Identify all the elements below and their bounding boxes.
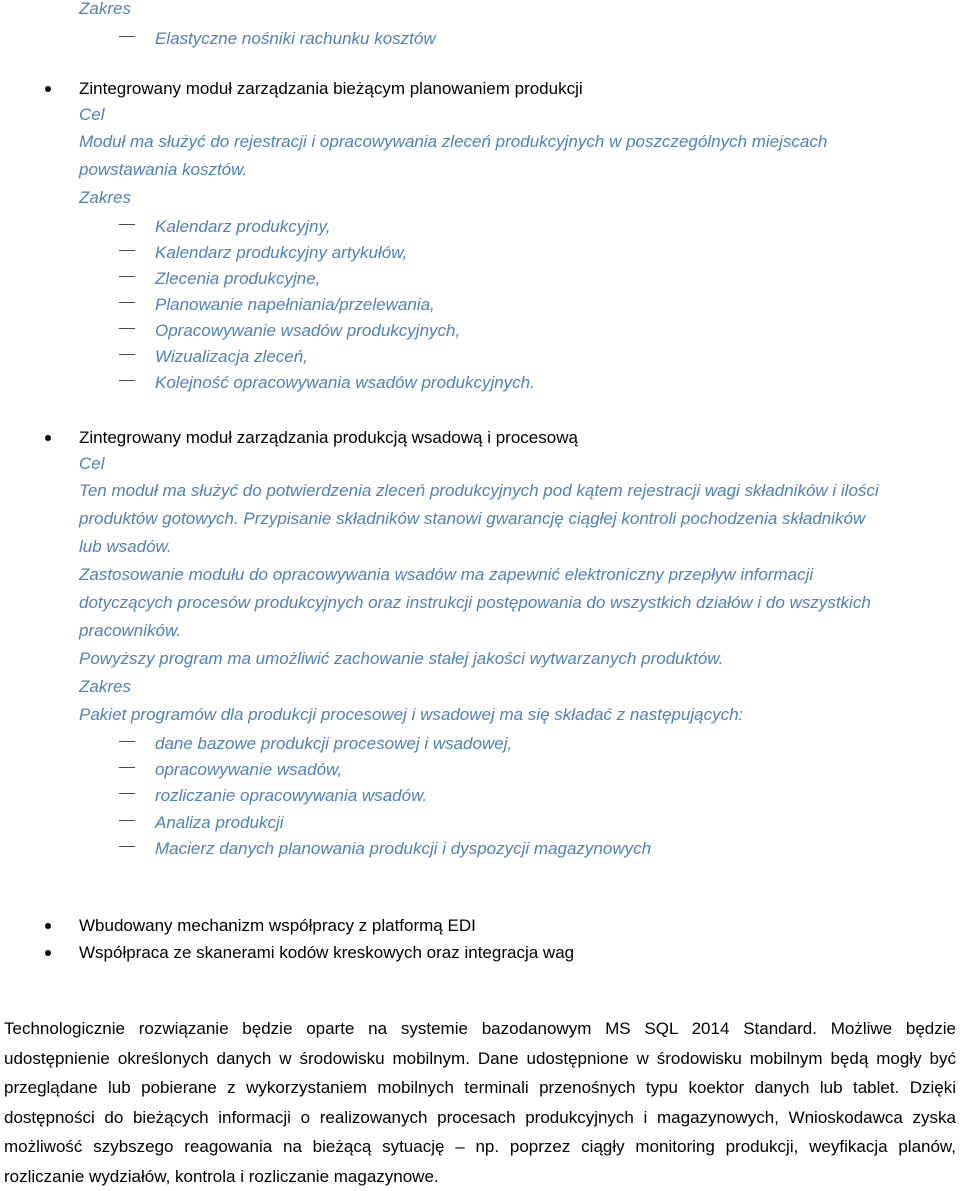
cel-text-line: Ten moduł ma służyć do potwierdzenia zleceń produkcyjnych pod kątem rejestracji wagi składników i ilości [79,481,879,500]
dash-marker [119,846,135,847]
dash-marker [119,354,135,355]
dash-marker [119,250,135,251]
scope-item: Zlecenia produkcyjne, [155,269,321,288]
bullet-marker [45,923,51,929]
bullet-marker [45,950,51,956]
module-title: Zintegrowany moduł zarządzania produkcją wsadową i procesową [79,428,578,447]
scope-item: Kalendarz produkcyjny artykułów, [155,243,408,262]
scope-item: opracowywanie wsadów, [155,760,343,779]
dash-marker [119,36,135,37]
module-title: Zintegrowany moduł zarządzania bieżącym planowaniem produkcji [79,79,583,98]
cel-heading: Cel [79,454,105,473]
scope-item: Wizualizacja zleceń, [155,347,308,366]
dash-marker [119,767,135,768]
cel-text-line: Moduł ma służyć do rejestracji i opracowywania zleceń produkcyjnych w poszczególnych miejscach [79,132,828,151]
dash-marker [119,820,135,821]
dash-marker [119,380,135,381]
bullet-marker [45,86,51,92]
cel-text-line: Powyższy program ma umożliwić zachowanie stałej jakości wytwarzanych produktów. [79,649,724,668]
scope-item: Analiza produkcji [155,813,284,832]
scope-item: Macierz danych planowania produkcji i dyspozycji magazynowych [155,839,652,858]
bullet-item: Współpraca ze skanerami kodów kreskowych oraz integracja wag [79,943,575,962]
cel-text-line: lub wsadów. [79,537,172,556]
scope-item: Kolejność opracowywania wsadów produkcyjnych. [155,373,535,392]
dash-marker [119,793,135,794]
zakres-heading: Zakres [79,188,131,207]
scope-item: Kalendarz produkcyjny, [155,217,331,236]
zakres-heading: Zakres [79,0,131,18]
dash-marker [119,741,135,742]
zakres-heading: Zakres [79,677,131,696]
bullet-item: Wbudowany mechanizm współpracy z platformą EDI [79,916,476,935]
scope-item: Planowanie napełniania/przelewania, [155,295,435,314]
dash-marker [119,302,135,303]
dash-marker [119,224,135,225]
dash-marker [119,328,135,329]
scope-item: dane bazowe produkcji procesowej i wsadowej, [155,734,513,753]
cel-text-line: Zastosowanie modułu do opracowywania wsadów ma zapewnić elektroniczny przepływ informacji [79,565,814,584]
scope-item: rozliczanie opracowywania wsadów. [155,786,428,805]
scope-item: Elastyczne nośniki rachunku kosztów [155,29,436,48]
cel-text-line: produktów gotowych. Przypisanie składników stanowi gwarancję ciągłej kontroli pochodzenia składników [79,509,866,528]
bullet-marker [45,435,51,441]
cel-heading: Cel [79,105,105,124]
cel-text-line: dotyczących procesów produkcyjnych oraz instrukcji postępowania do wszystkich działów i do wszystkich [79,593,871,612]
scope-item: Opracowywanie wsadów produkcyjnych, [155,321,461,340]
scope-intro: Pakiet programów dla produkcji procesowej i wsadowej ma się składać z następujących: [79,705,744,724]
cel-text-line: pracowników. [79,621,182,640]
cel-text-line: powstawania kosztów. [79,160,248,179]
body-paragraph: Technologicznie rozwiązanie będzie oparte na systemie bazodanowym MS SQL 2014 Standard. Możliwe będzie udostępnienie określonych danych w środowisku mobilnym. Dane udostępnione w środowisku mobilnym będą mogły być przeglądane lub pobierane z wykorzystaniem mobilnych terminali przenośnych typu koektor danych lub tablet. Dzięki dostępności do bieżących informacji o realizowanych procesach produkcyjnych i magazynowych, Wnioskodawca zyska możliwość szybszego reagowania na bieżącą sytuację – np. poprzez ciągły monitoring produkcji, weyfikacja planów, rozliczanie wydziałów, kontrola i rozliczanie magazynowe. [4,1019,956,1186]
dash-marker [119,276,135,277]
